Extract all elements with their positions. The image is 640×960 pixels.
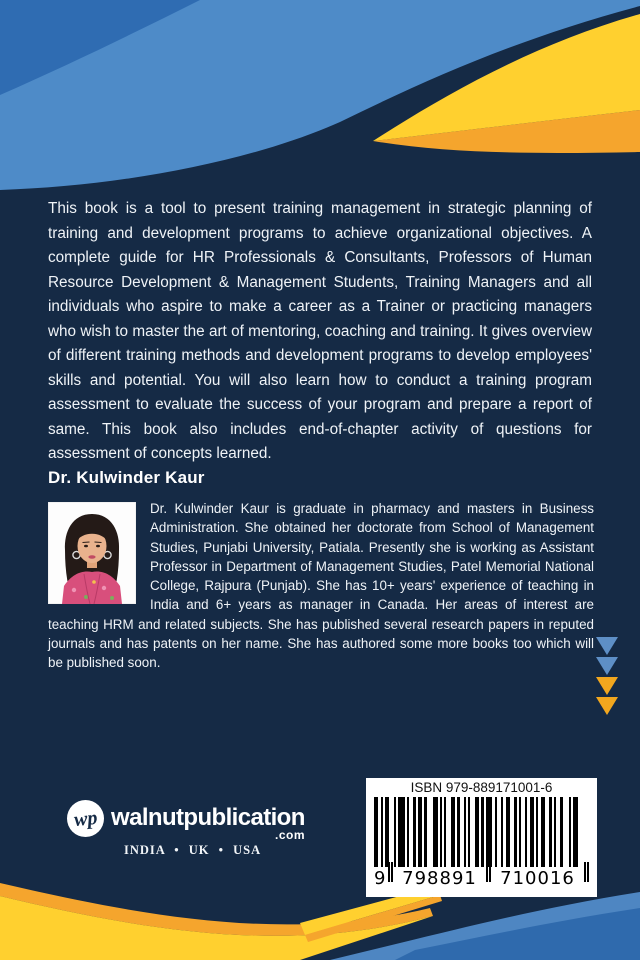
down-arrow-stack: [596, 637, 618, 717]
author-photo: [48, 502, 136, 604]
publisher-monogram: wp: [72, 806, 99, 831]
publisher-logo-icon: [67, 800, 104, 837]
author-bio-text: Dr. Kulwinder Kaur is graduate in pharmacy and masters in Business Administration. She obtained her doctorate from School of Management Studies, Punjabi University, Patiala. Presently she is working as Assistant Professor in Department of Management Studies, Patel Memorial National College, Rajpura (Punjab). She has 10+ years' experience of teaching in India and 6+ years as manager in Canada. Her areas of interest are teaching HRM and related subjects. She has published several research papers in reputed journals and has patents on her name. She has authored some more books too which will be published soon.: [48, 501, 594, 671]
down-arrow-icon: [596, 677, 618, 695]
barcode-digit-group-1: 798891: [402, 868, 477, 889]
isbn-label: ISBN 979-889171001-6: [410, 780, 553, 795]
publisher-domain-suffix: .com: [274, 828, 305, 842]
barcode-digit-lead: 9: [374, 868, 386, 889]
top-swoosh-decoration: [0, 0, 640, 220]
author-bio-section: [48, 499, 594, 673]
barcode-digit-group-2: 710016: [500, 868, 575, 889]
down-arrow-icon: [596, 697, 618, 715]
publisher-name: walnutpublication: [111, 804, 305, 831]
barcode-bars: [374, 797, 589, 867]
barcode-guard-bar: [584, 862, 589, 882]
down-arrow-icon: [596, 657, 618, 675]
book-description-paragraph: This book is a tool to present training management in strategic planning of training and development programs to achieve organizational objectives. A complete guide for HR Professionals & Consultants, Professors of Human Resource Development & Management Students, Training Managers and all individuals who aspire to make a career as a Trainer or practicing managers who wish to master the art of mentoring, coaching and training. It gives overview of different training methods and development programs to develop employees' skills and potential. You will also learn how to conduct a training program assessment to evaluate the success of your program and prepare a report of same. This book also includes end-of-chapter activity of questions for assessment of concepts learned.: [48, 200, 592, 462]
author-name-heading: Dr. Kulwinder Kaur: [48, 468, 205, 487]
publisher-regions: INDIA • UK • USA: [124, 843, 262, 857]
isbn-barcode: [366, 778, 597, 897]
down-arrow-icon: [596, 637, 618, 655]
barcode-digits: [374, 868, 589, 894]
